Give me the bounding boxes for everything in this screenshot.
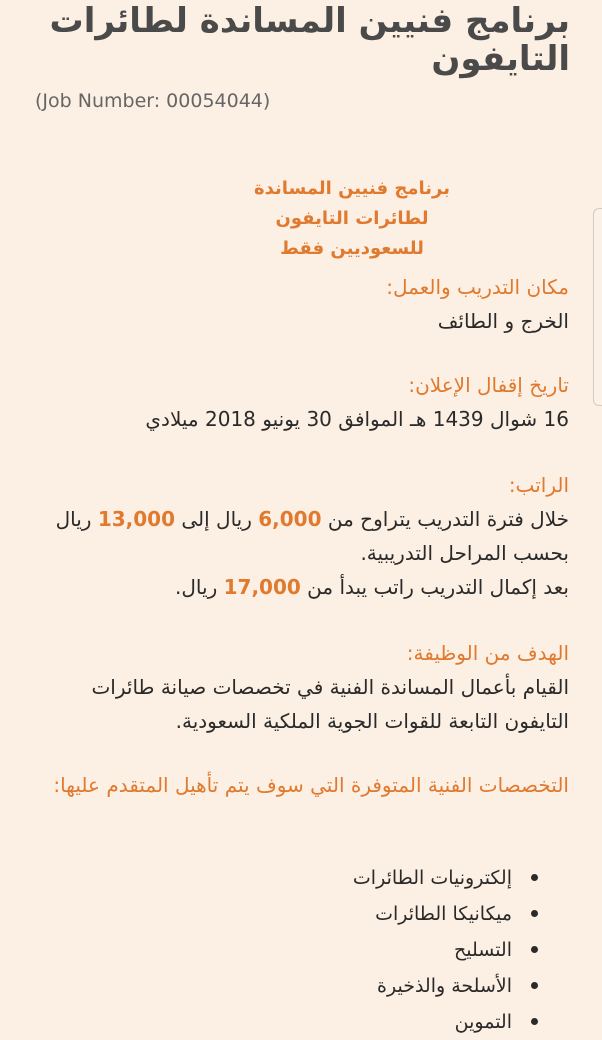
location-heading: مكان التدريب والعمل: — [386, 275, 569, 299]
bullet-icon — [531, 946, 538, 953]
job-number: (Job Number: 00054044) — [35, 90, 271, 112]
salary-line-1 — [29, 502, 569, 536]
intro-line-2: للسعوديين فقط — [280, 238, 424, 259]
page-title: برنامج فنيين المساندة لطائرات التايفون — [49, 1, 570, 79]
objective-section — [29, 636, 569, 738]
salary-text-e: ريال. — [175, 575, 224, 599]
objective-heading: الهدف من الوظيفة: — [406, 641, 569, 665]
bullet-icon — [531, 982, 538, 989]
scroll-handle[interactable] — [593, 208, 602, 406]
intro-block — [232, 174, 472, 264]
salary-min: 6,000 — [258, 507, 322, 531]
intro-line-1: برنامج فنيين المساندة لطائرات التايفون — [253, 178, 450, 229]
specializations-list — [112, 860, 534, 1040]
salary-text-d: بعد إكمال التدريب راتب يبدأ من — [300, 575, 569, 599]
location-value: الخرج و الطائف — [437, 309, 569, 333]
specializations-section — [29, 768, 569, 802]
salary-text-a: خلال فترة التدريب يتراوح من — [321, 507, 569, 531]
bullet-icon — [531, 910, 538, 917]
salary-text-b: ريال إلى — [175, 507, 259, 531]
salary-line-2: بحسب المراحل التدريبية. — [360, 541, 569, 565]
list-item: إلكترونيات الطائرات — [112, 860, 512, 896]
bullet-icon — [531, 874, 538, 881]
list-item: الأسلحة والذخيرة — [112, 968, 512, 1004]
list-item: ميكانيكا الطائرات — [112, 896, 512, 932]
salary-heading: الراتب: — [508, 473, 569, 497]
salary-line-3 — [29, 570, 569, 604]
objective-value: القيام بأعمال المساندة الفنية في تخصصات صيانة طائرات التايفون التابعة للقوات الجوية الملكية السعودية. — [91, 675, 569, 733]
list-item: التسليح — [112, 932, 512, 968]
closing-date-section — [29, 368, 569, 436]
closing-date-value: 16 شوال 1439 هـ الموافق 30 يونيو 2018 ميلادي — [145, 407, 569, 431]
salary-section — [29, 468, 569, 604]
location-section — [29, 270, 569, 338]
salary-max: 13,000 — [97, 507, 175, 531]
list-item: التموين — [112, 1004, 512, 1040]
salary-text-c: ريال — [55, 507, 98, 531]
specializations-heading: التخصصات الفنية المتوفرة التي سوف يتم تأهيل المتقدم عليها: — [53, 773, 569, 797]
closing-date-heading: تاريخ إقفال الإعلان: — [408, 373, 569, 397]
salary-after-training: 17,000 — [223, 575, 301, 599]
